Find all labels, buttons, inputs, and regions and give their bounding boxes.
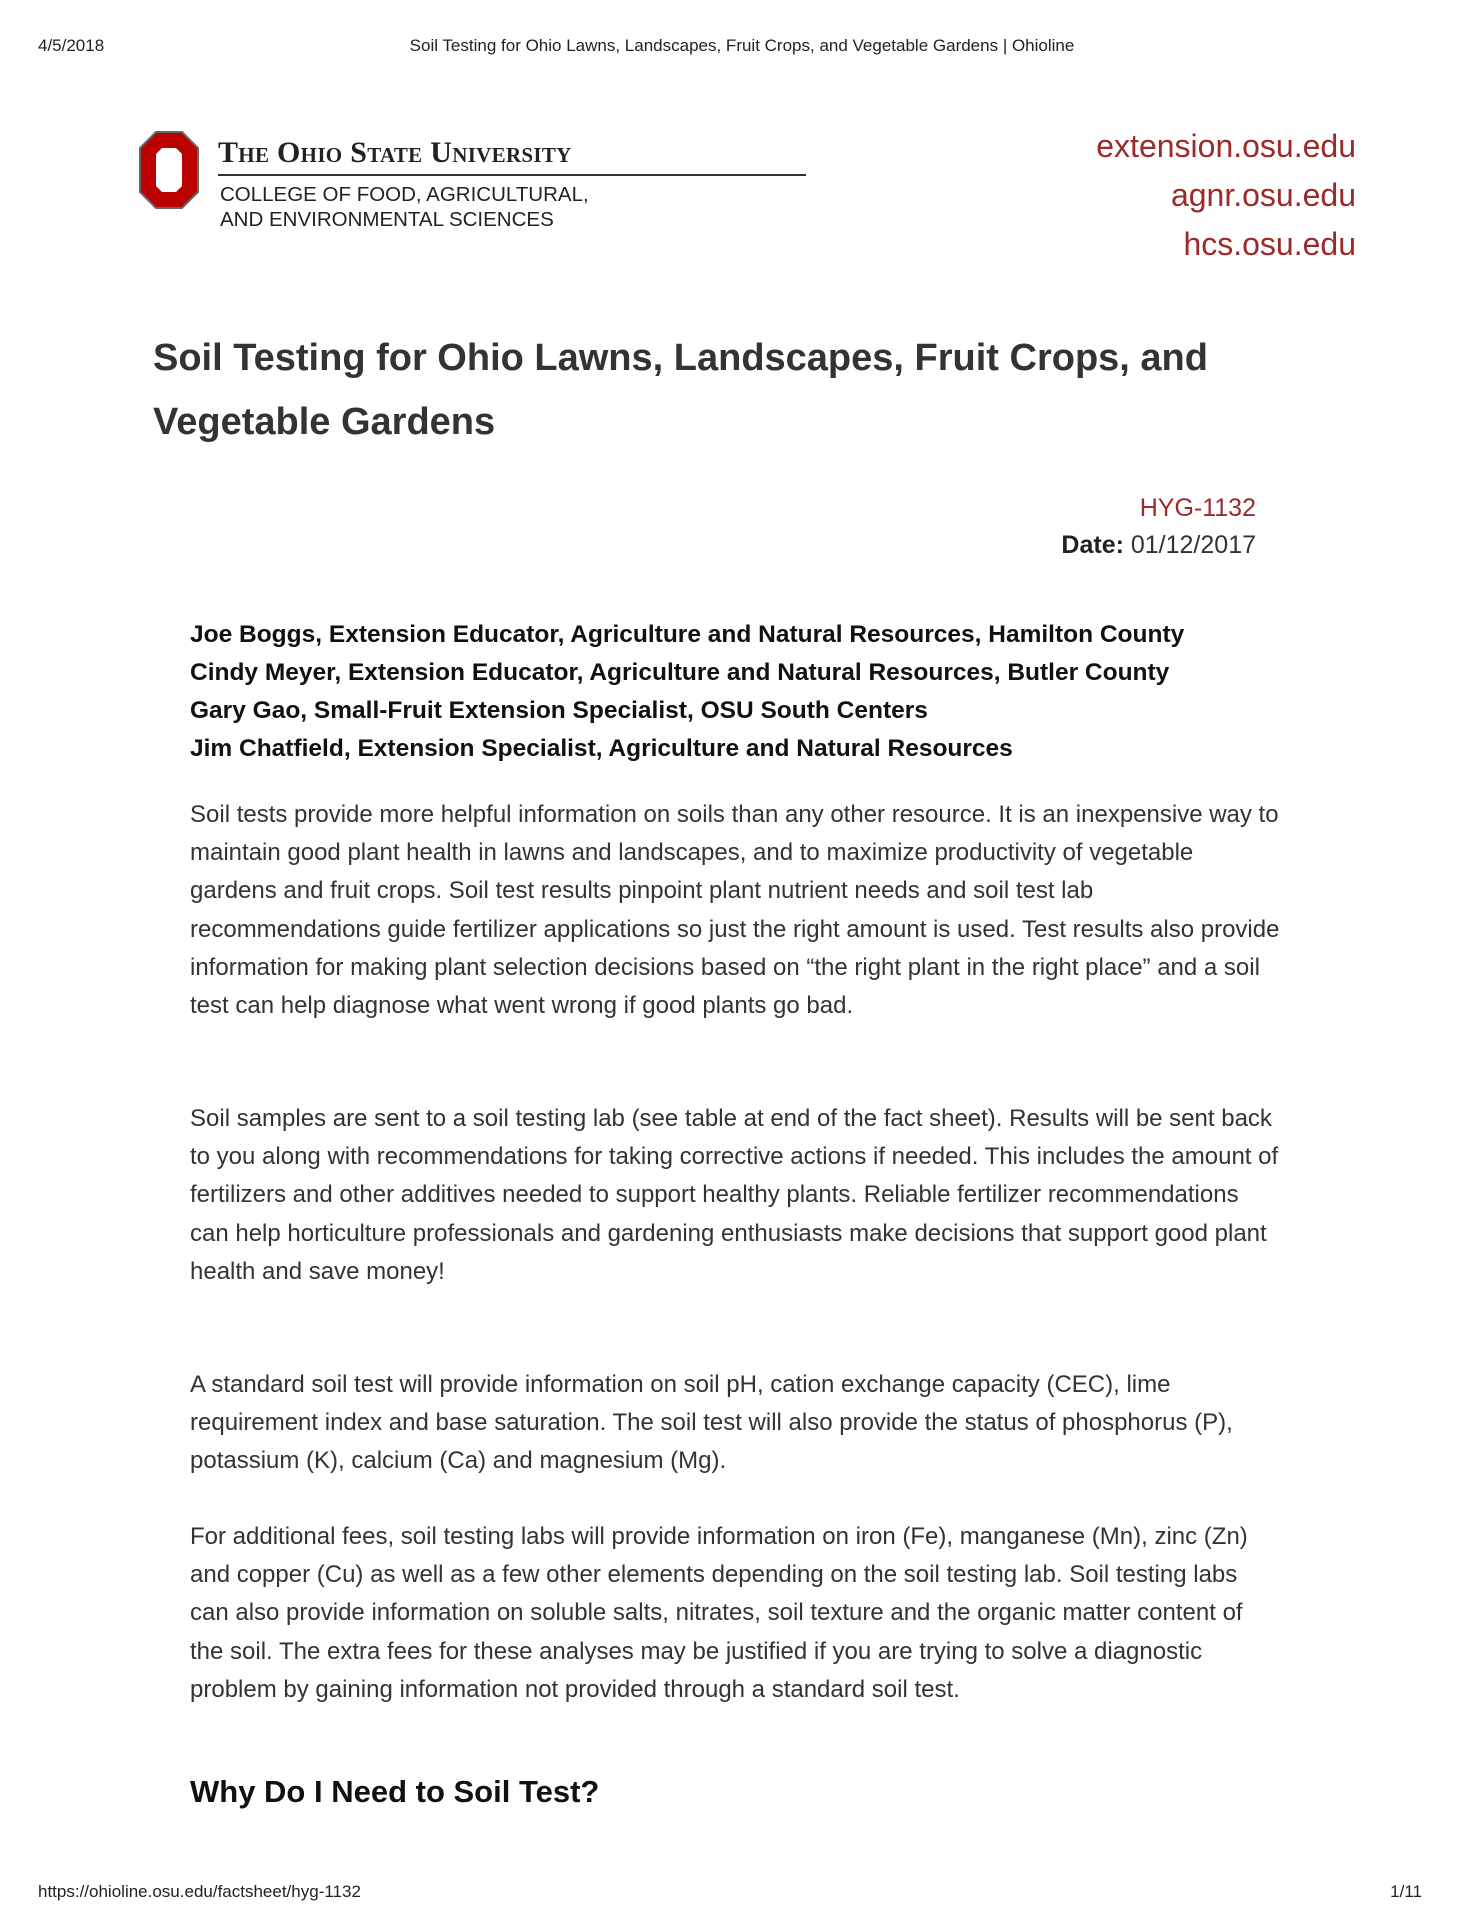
print-url: https://ohioline.osu.edu/factsheet/hyg-1132 — [38, 1882, 361, 1901]
block-o-icon — [138, 130, 200, 210]
page-number: 1/11 — [1390, 1882, 1422, 1901]
section-heading: Why Do I Need to Soil Test? — [190, 1774, 600, 1809]
college-name — [220, 182, 589, 232]
author-item: Cindy Meyer, Extension Educator, Agriculture and Natural Resources, Butler County — [190, 659, 1170, 686]
body-paragraph: For additional fees, soil testing labs will provide information on iron (Fe), manganese (Mn), zinc (Zn) and copper (Cu) as well as a few other elements depending on the soil testing lab. Soil testing labs can also provide information on soluble salts, nitrates, soil texture and the organic matter content of the soil. The extra fees for these analyses may be justified if you are trying to solve a diagnostic problem by gaining information not provided through a standard soil test. — [190, 1523, 1248, 1703]
date-value: 01/12/2017 — [1130, 531, 1256, 559]
link-hcs[interactable]: hcs.osu.edu — [1183, 226, 1356, 262]
college-line-1: COLLEGE OF FOOD, AGRICULTURAL, — [220, 183, 589, 206]
author-item: Jim Chatfield, Extension Specialist, Agriculture and Natural Resources — [190, 735, 1013, 762]
body-paragraph: A standard soil test will provide information on soil pH, cation exchange capacity (CEC), lime requirement index and base saturation. The soil test will also provide the status of phosphorus (P), potassium (K), calcium (Ca) and magnesium (Mg). — [190, 1371, 1233, 1475]
site-links — [1096, 122, 1356, 269]
body-paragraph: Soil samples are sent to a soil testing lab (see table at end of the fact sheet). Results will be sent back to you along with recommendations for taking corrective actions if needed. This includes the amount of fertilizers and other additives needed to support healthy plants. Reliable fertilizer recommendations can help horticulture professionals and gardening enthusiasts make decisions that support good plant health and save money! — [190, 1105, 1279, 1285]
author-item: Joe Boggs, Extension Educator, Agriculture and Natural Resources, Hamilton County — [190, 621, 1185, 648]
logo-divider — [218, 174, 806, 176]
link-agnr[interactable]: agnr.osu.edu — [1170, 177, 1356, 213]
publication-date — [1061, 531, 1256, 560]
author-item: Gary Gao, Small-Fruit Extension Specialist, OSU South Centers — [190, 697, 928, 724]
college-line-2: AND ENVIRONMENTAL SCIENCES — [220, 208, 554, 231]
date-label: Date: — [1061, 531, 1124, 559]
print-page-title: Soil Testing for Ohio Lawns, Landscapes, Fruit Crops, and Vegetable Gardens | Ohioline — [409, 36, 1075, 55]
print-header — [0, 36, 1484, 60]
factsheet-id[interactable]: HYG-1132 — [1139, 494, 1256, 522]
body-paragraph: Soil tests provide more helpful information on soils than any other resource. It is an inexpensive way to maintain good plant health in lawns and landscapes, and to maximize productivity of vegetable gardens and fruit crops. Soil test results pinpoint plant nutrient needs and soil test lab recommendations guide fertilizer applications so just the right amount is used. Test results also provide information for making plant selection decisions based on “the right plant in the right place” and a soil test can help diagnose what went wrong if good plants go bad. — [190, 801, 1280, 1020]
university-name: The Ohio State University — [218, 136, 572, 169]
print-footer — [0, 1882, 1484, 1906]
print-date: 4/5/2018 — [38, 36, 105, 55]
link-extension[interactable]: extension.osu.edu — [1096, 128, 1356, 164]
author-list — [190, 616, 1340, 768]
page-title: Soil Testing for Ohio Lawns, Landscapes, Fruit Crops, and Vegetable Gardens — [153, 337, 1208, 443]
osu-logo[interactable] — [138, 128, 678, 238]
